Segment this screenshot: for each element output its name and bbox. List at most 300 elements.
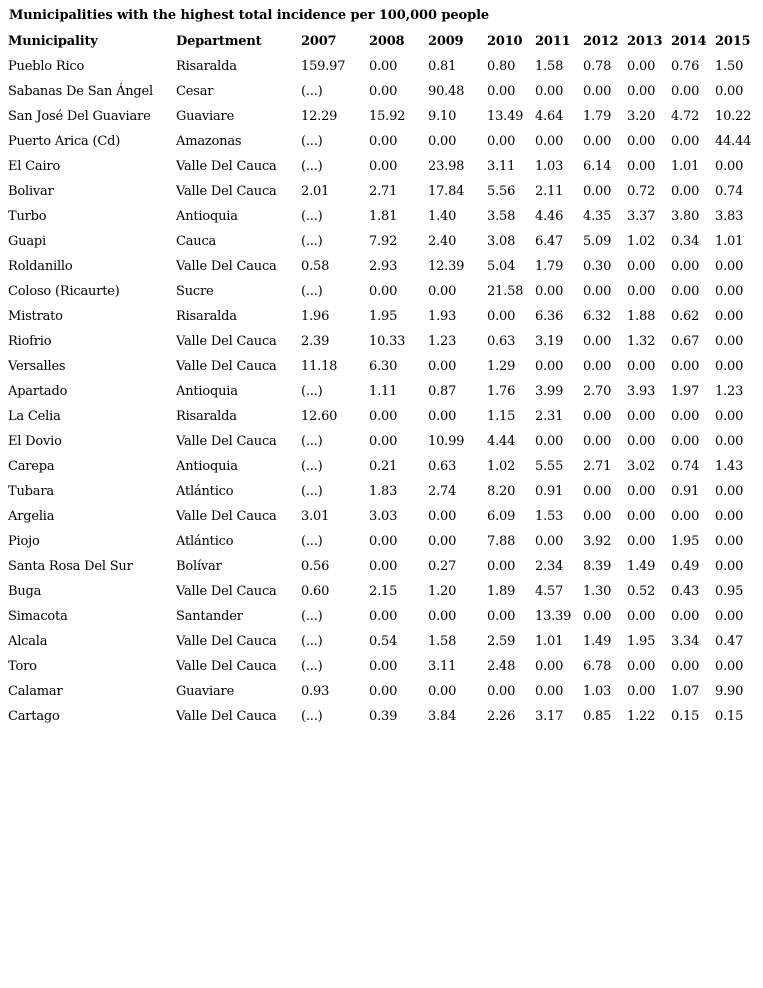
column-header-department: Department (176, 34, 262, 49)
value-2012: 6.14 (583, 159, 612, 174)
value-2007: 2.39 (301, 334, 330, 349)
department-cell: Valle Del Cauca (176, 359, 277, 374)
value-2012: 0.00 (583, 359, 612, 374)
department-cell: Sucre (176, 284, 214, 299)
table-row (6, 329, 761, 354)
table-row (6, 604, 761, 629)
value-2012: 2.70 (583, 384, 612, 399)
value-2009: 3.11 (428, 659, 457, 674)
value-2009: 1.40 (428, 209, 457, 224)
municipality-cell: La Celia (8, 409, 61, 424)
value-2007: (...) (301, 209, 323, 224)
value-2014: 1.97 (671, 384, 700, 399)
value-2013: 1.32 (627, 334, 656, 349)
value-2009: 0.00 (428, 609, 457, 624)
value-2008: 0.00 (369, 559, 398, 574)
value-2007: (...) (301, 84, 323, 99)
value-2015: 44.44 (715, 134, 752, 149)
value-2012: 0.00 (583, 484, 612, 499)
value-2013: 0.00 (627, 259, 656, 274)
value-2013: 1.95 (627, 634, 656, 649)
value-2009: 12.39 (428, 259, 465, 274)
value-2011: 0.00 (535, 134, 564, 149)
column-header-2011: 2011 (535, 34, 571, 49)
value-2014: 3.34 (671, 634, 700, 649)
value-2013: 0.00 (627, 359, 656, 374)
value-2010: 3.11 (487, 159, 516, 174)
table-row (6, 79, 761, 104)
value-2013: 0.00 (627, 434, 656, 449)
value-2011: 0.00 (535, 359, 564, 374)
municipality-cell: Simacota (8, 609, 68, 624)
value-2011: 0.00 (535, 434, 564, 449)
table-row (6, 529, 761, 554)
value-2010: 21.58 (487, 284, 524, 299)
table-row (6, 454, 761, 479)
value-2010: 5.56 (487, 184, 516, 199)
table-row (6, 54, 761, 79)
value-2010: 5.04 (487, 259, 516, 274)
value-2007: (...) (301, 134, 323, 149)
municipality-cell: Turbo (8, 209, 47, 224)
value-2009: 2.74 (428, 484, 457, 499)
table-row (6, 404, 761, 429)
value-2009: 0.00 (428, 684, 457, 699)
value-2010: 1.02 (487, 459, 516, 474)
value-2008: 1.95 (369, 309, 398, 324)
value-2010: 0.00 (487, 609, 516, 624)
value-2011: 0.00 (535, 659, 564, 674)
table-header (6, 29, 761, 54)
value-2015: 0.00 (715, 409, 744, 424)
department-cell: Antioquia (176, 459, 238, 474)
department-cell: Cesar (176, 84, 214, 99)
value-2009: 0.81 (428, 59, 457, 74)
municipality-cell: Cartago (8, 709, 60, 724)
municipality-cell: Sabanas De San Ángel (8, 84, 153, 99)
value-2014: 0.00 (671, 84, 700, 99)
value-2011: 0.91 (535, 484, 564, 499)
column-header-2012: 2012 (583, 34, 619, 49)
value-2012: 1.79 (583, 109, 612, 124)
value-2007: 12.60 (301, 409, 338, 424)
value-2008: 6.30 (369, 359, 398, 374)
value-2014: 0.76 (671, 59, 700, 74)
value-2014: 0.00 (671, 284, 700, 299)
value-2014: 1.07 (671, 684, 700, 699)
value-2014: 0.00 (671, 509, 700, 524)
value-2012: 0.00 (583, 184, 612, 199)
value-2012: 1.30 (583, 584, 612, 599)
value-2012: 3.92 (583, 534, 612, 549)
column-header-2008: 2008 (369, 34, 405, 49)
municipality-cell: Toro (8, 659, 37, 674)
table-row (6, 654, 761, 679)
value-2010: 3.58 (487, 209, 516, 224)
value-2015: 0.00 (715, 259, 744, 274)
department-cell: Guaviare (176, 109, 235, 124)
municipality-cell: San José Del Guaviare (8, 109, 151, 124)
value-2008: 3.03 (369, 509, 398, 524)
department-cell: Valle Del Cauca (176, 584, 277, 599)
table-row (6, 154, 761, 179)
value-2009: 0.63 (428, 459, 457, 474)
value-2015: 0.00 (715, 534, 744, 549)
value-2008: 1.83 (369, 484, 398, 499)
value-2012: 6.32 (583, 309, 612, 324)
municipality-cell: Riofrio (8, 334, 52, 349)
table-row (6, 279, 761, 304)
value-2015: 0.74 (715, 184, 744, 199)
value-2015: 0.95 (715, 584, 744, 599)
value-2009: 3.84 (428, 709, 457, 724)
value-2011: 2.34 (535, 559, 564, 574)
value-2014: 0.74 (671, 459, 700, 474)
value-2008: 0.00 (369, 159, 398, 174)
value-2007: (...) (301, 534, 323, 549)
value-2010: 0.63 (487, 334, 516, 349)
table-caption: Municipalities with the highest total incidence per 100,000 people (9, 8, 490, 23)
table-row (6, 629, 761, 654)
value-2009: 10.99 (428, 434, 465, 449)
value-2008: 1.11 (369, 384, 398, 399)
department-cell: Risaralda (176, 59, 237, 74)
header-row (6, 29, 761, 54)
value-2015: 9.90 (715, 684, 744, 699)
column-header-2007: 2007 (301, 34, 337, 49)
value-2012: 5.09 (583, 234, 612, 249)
value-2007: 0.56 (301, 559, 330, 574)
value-2015: 1.43 (715, 459, 744, 474)
value-2007: (...) (301, 709, 323, 724)
value-2013: 1.02 (627, 234, 656, 249)
value-2013: 1.88 (627, 309, 656, 324)
value-2008: 0.00 (369, 284, 398, 299)
value-2010: 0.80 (487, 59, 516, 74)
department-cell: Cauca (176, 234, 217, 249)
municipality-cell: Pueblo Rico (8, 59, 85, 74)
municipality-cell: Argelia (8, 509, 55, 524)
value-2008: 0.00 (369, 684, 398, 699)
value-2009: 9.10 (428, 109, 457, 124)
value-2014: 0.00 (671, 359, 700, 374)
table-row (6, 429, 761, 454)
municipality-cell: Tubara (8, 484, 54, 499)
value-2013: 0.00 (627, 284, 656, 299)
value-2009: 0.00 (428, 134, 457, 149)
value-2010: 1.76 (487, 384, 516, 399)
municipality-cell: Coloso (Ricaurte) (8, 284, 120, 299)
value-2014: 0.62 (671, 309, 700, 324)
value-2013: 0.00 (627, 659, 656, 674)
value-2012: 4.35 (583, 209, 612, 224)
value-2007: 11.18 (301, 359, 338, 374)
table-row (6, 504, 761, 529)
table-row (6, 254, 761, 279)
value-2010: 6.09 (487, 509, 516, 524)
department-cell: Valle Del Cauca (176, 259, 277, 274)
value-2015: 0.47 (715, 634, 744, 649)
value-2009: 1.58 (428, 634, 457, 649)
value-2008: 0.00 (369, 84, 398, 99)
value-2013: 1.49 (627, 559, 656, 574)
department-cell: Valle Del Cauca (176, 509, 277, 524)
value-2014: 0.15 (671, 709, 700, 724)
value-2015: 0.00 (715, 609, 744, 624)
department-cell: Valle Del Cauca (176, 184, 277, 199)
value-2013: 0.00 (627, 84, 656, 99)
value-2012: 0.00 (583, 334, 612, 349)
value-2008: 0.21 (369, 459, 398, 474)
value-2007: 159.97 (301, 59, 346, 74)
value-2008: 0.00 (369, 659, 398, 674)
table-row (6, 479, 761, 504)
value-2010: 7.88 (487, 534, 516, 549)
value-2011: 4.57 (535, 584, 564, 599)
column-header-municipality: Municipality (8, 34, 98, 49)
value-2015: 0.00 (715, 359, 744, 374)
value-2008: 2.93 (369, 259, 398, 274)
municipality-cell: Calamar (8, 684, 63, 699)
value-2014: 1.95 (671, 534, 700, 549)
municipality-cell: Roldanillo (8, 259, 73, 274)
municipality-cell: Mistrato (8, 309, 63, 324)
municipality-cell: Versalles (8, 359, 66, 374)
department-cell: Valle Del Cauca (176, 709, 277, 724)
value-2014: 0.00 (671, 609, 700, 624)
value-2008: 0.54 (369, 634, 398, 649)
department-cell: Risaralda (176, 409, 237, 424)
value-2015: 0.00 (715, 484, 744, 499)
table-row (6, 229, 761, 254)
municipality-cell: Carepa (8, 459, 55, 474)
value-2013: 0.52 (627, 584, 656, 599)
value-2009: 17.84 (428, 184, 465, 199)
value-2008: 10.33 (369, 334, 406, 349)
value-2008: 0.00 (369, 434, 398, 449)
value-2012: 0.00 (583, 434, 612, 449)
value-2014: 0.00 (671, 659, 700, 674)
value-2011: 4.64 (535, 109, 564, 124)
value-2010: 1.29 (487, 359, 516, 374)
table-row (6, 104, 761, 129)
department-cell: Valle Del Cauca (176, 159, 277, 174)
value-2010: 0.00 (487, 559, 516, 574)
value-2014: 0.00 (671, 184, 700, 199)
value-2013: 0.00 (627, 609, 656, 624)
department-cell: Amazonas (176, 134, 242, 149)
value-2015: 0.00 (715, 334, 744, 349)
value-2009: 1.93 (428, 309, 457, 324)
value-2014: 0.00 (671, 134, 700, 149)
value-2009: 1.20 (428, 584, 457, 599)
column-header-2013: 2013 (627, 34, 663, 49)
value-2010: 0.00 (487, 84, 516, 99)
value-2013: 0.00 (627, 484, 656, 499)
value-2013: 0.00 (627, 134, 656, 149)
municipality-cell: Guapi (8, 234, 46, 249)
table-row (6, 129, 761, 154)
value-2012: 0.00 (583, 409, 612, 424)
municipality-cell: Santa Rosa Del Sur (8, 559, 133, 574)
value-2011: 6.36 (535, 309, 564, 324)
value-2011: 1.53 (535, 509, 564, 524)
value-2014: 0.34 (671, 234, 700, 249)
value-2009: 0.87 (428, 384, 457, 399)
value-2013: 0.00 (627, 509, 656, 524)
value-2009: 2.40 (428, 234, 457, 249)
value-2014: 0.00 (671, 259, 700, 274)
value-2010: 0.00 (487, 134, 516, 149)
value-2011: 0.00 (535, 84, 564, 99)
column-header-2010: 2010 (487, 34, 523, 49)
municipality-cell: Buga (8, 584, 42, 599)
value-2007: (...) (301, 484, 323, 499)
value-2010: 1.15 (487, 409, 516, 424)
column-header-2015: 2015 (715, 34, 751, 49)
column-header-2014: 2014 (671, 34, 707, 49)
value-2010: 13.49 (487, 109, 524, 124)
value-2007: 0.93 (301, 684, 330, 699)
table-row (6, 679, 761, 704)
value-2015: 10.22 (715, 109, 752, 124)
value-2008: 0.00 (369, 134, 398, 149)
value-2014: 0.67 (671, 334, 700, 349)
value-2007: 0.58 (301, 259, 330, 274)
table-row (6, 204, 761, 229)
value-2012: 0.00 (583, 284, 612, 299)
value-2011: 1.79 (535, 259, 564, 274)
value-2007: (...) (301, 659, 323, 674)
value-2007: 0.60 (301, 584, 330, 599)
value-2011: 13.39 (535, 609, 572, 624)
value-2012: 2.71 (583, 459, 612, 474)
value-2013: 1.22 (627, 709, 656, 724)
value-2012: 0.00 (583, 134, 612, 149)
value-2015: 1.23 (715, 384, 744, 399)
value-2007: (...) (301, 159, 323, 174)
value-2014: 1.01 (671, 159, 700, 174)
value-2010: 2.26 (487, 709, 516, 724)
value-2013: 0.72 (627, 184, 656, 199)
department-cell: Atlántico (176, 534, 234, 549)
value-2009: 0.00 (428, 284, 457, 299)
department-cell: Atlántico (176, 484, 234, 499)
value-2008: 0.00 (369, 409, 398, 424)
municipality-cell: Bolivar (8, 184, 54, 199)
value-2010: 8.20 (487, 484, 516, 499)
value-2015: 0.00 (715, 159, 744, 174)
value-2007: (...) (301, 384, 323, 399)
value-2015: 0.00 (715, 559, 744, 574)
value-2011: 1.58 (535, 59, 564, 74)
value-2014: 0.49 (671, 559, 700, 574)
value-2008: 2.15 (369, 584, 398, 599)
department-cell: Risaralda (176, 309, 237, 324)
value-2014: 0.00 (671, 434, 700, 449)
value-2008: 15.92 (369, 109, 406, 124)
value-2011: 3.17 (535, 709, 564, 724)
value-2008: 1.81 (369, 209, 398, 224)
value-2007: 1.96 (301, 309, 330, 324)
value-2013: 0.00 (627, 59, 656, 74)
department-cell: Valle Del Cauca (176, 634, 277, 649)
value-2011: 2.31 (535, 409, 564, 424)
table-row (6, 354, 761, 379)
table-body (6, 54, 761, 729)
value-2010: 0.00 (487, 684, 516, 699)
table-row (6, 179, 761, 204)
department-cell: Antioquia (176, 209, 238, 224)
value-2009: 1.23 (428, 334, 457, 349)
value-2012: 0.00 (583, 84, 612, 99)
table-row (6, 304, 761, 329)
department-cell: Santander (176, 609, 243, 624)
value-2012: 0.85 (583, 709, 612, 724)
value-2015: 3.83 (715, 209, 744, 224)
value-2014: 3.80 (671, 209, 700, 224)
value-2009: 0.00 (428, 409, 457, 424)
value-2009: 0.00 (428, 509, 457, 524)
value-2012: 0.00 (583, 509, 612, 524)
value-2010: 4.44 (487, 434, 516, 449)
value-2008: 0.00 (369, 59, 398, 74)
value-2009: 0.00 (428, 534, 457, 549)
value-2009: 23.98 (428, 159, 465, 174)
value-2011: 6.47 (535, 234, 564, 249)
value-2015: 0.00 (715, 659, 744, 674)
value-2013: 0.00 (627, 684, 656, 699)
department-cell: Antioquia (176, 384, 238, 399)
value-2013: 3.02 (627, 459, 656, 474)
municipality-cell: Alcala (8, 634, 48, 649)
value-2012: 1.49 (583, 634, 612, 649)
value-2015: 0.00 (715, 309, 744, 324)
value-2014: 0.00 (671, 409, 700, 424)
value-2007: (...) (301, 234, 323, 249)
value-2011: 0.00 (535, 534, 564, 549)
value-2007: (...) (301, 634, 323, 649)
value-2007: (...) (301, 284, 323, 299)
value-2011: 3.19 (535, 334, 564, 349)
value-2015: 0.00 (715, 84, 744, 99)
value-2014: 0.91 (671, 484, 700, 499)
municipality-cell: El Dovio (8, 434, 62, 449)
value-2010: 2.59 (487, 634, 516, 649)
value-2012: 8.39 (583, 559, 612, 574)
value-2015: 0.00 (715, 434, 744, 449)
table-row (6, 379, 761, 404)
municipality-cell: El Cairo (8, 159, 61, 174)
value-2011: 1.03 (535, 159, 564, 174)
municipality-cell: Puerto Arica (Cd) (8, 134, 121, 149)
table-row (6, 704, 761, 729)
value-2011: 3.99 (535, 384, 564, 399)
value-2014: 0.43 (671, 584, 700, 599)
value-2011: 1.01 (535, 634, 564, 649)
department-cell: Valle Del Cauca (176, 434, 277, 449)
value-2013: 3.37 (627, 209, 656, 224)
value-2007: (...) (301, 459, 323, 474)
value-2013: 0.00 (627, 534, 656, 549)
value-2013: 0.00 (627, 159, 656, 174)
value-2012: 0.78 (583, 59, 612, 74)
value-2015: 0.00 (715, 284, 744, 299)
value-2010: 0.00 (487, 309, 516, 324)
value-2011: 2.11 (535, 184, 564, 199)
value-2008: 7.92 (369, 234, 398, 249)
value-2007: 12.29 (301, 109, 338, 124)
